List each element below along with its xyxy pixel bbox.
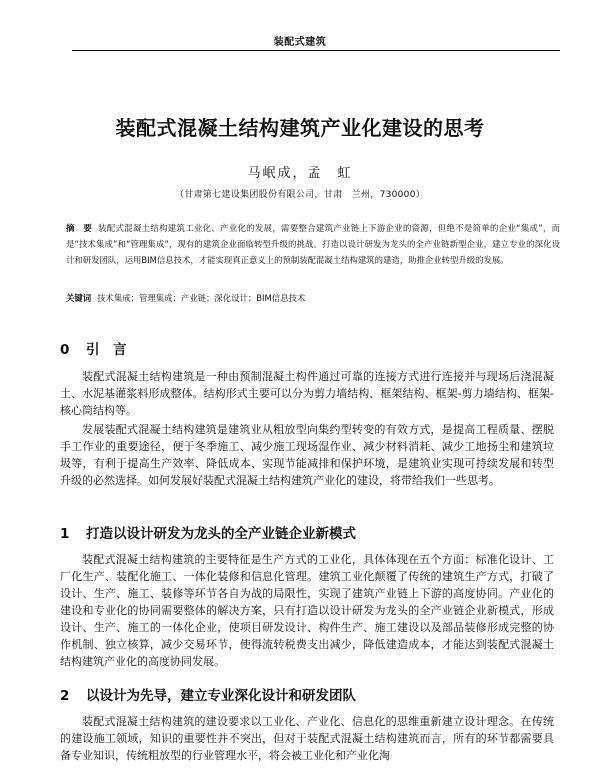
abstract-label: 摘 要 (66, 223, 93, 233)
section-title: 打造以设计研发为龙头的全产业链企业新模式 (86, 526, 356, 542)
keywords-label: 关键词 (66, 293, 92, 303)
paper-authors: 马岷成，孟 虹 (247, 166, 353, 181)
section-number: 1 (60, 526, 70, 542)
body-paragraph: 装配式混凝土结构建筑的主要特征是生产方式的工业化，具体体现在五个方面：标准化设计、工厂化生产、装配化施工、一体化装修和信息化管理。建筑工业化颠覆了传统的建筑生产方式，打破了设计、生产、施工、装修等环节各自为战的局限性，实现了建筑产业链上下游的高度协同。产业化的建设和专业化的协同需要整体的解决方案，只有打造以设计研发为龙头的全产业链企业新模式，形成设计、生产、施工的一体化企业，使项目研发设计、构件生产、施工建设以及部品装修形成完整的协作机制、独立核算，减少交易环节，使得流转税费支出减少，降低建造成本，才能达到装配式混凝土结构建筑产业化的高度协同发展。 (60, 553, 554, 668)
section-number: 2 (60, 688, 70, 704)
section-heading-0 (60, 338, 560, 358)
body-paragraph: 发展装配式混凝土结构建筑是建筑业从粗放型向集约型转变的有效方式，是提高工程质量、摆脱手工作业的重要途径，便于冬季施工、减少施工现场湿作业、减少材料消耗、减少工地扬尘和建筑垃圾等，有利于提高生产效率、降低成本、实现节能减排和保护环境，是建筑业实现可持续发展和转型升级的必然选择。如何发展好装配式混凝土结构建筑产业化的建设，将带给我们一些思考。 (60, 423, 554, 487)
header-rule (72, 50, 560, 51)
keywords-block (66, 290, 560, 306)
section-title: 引 言 (86, 342, 127, 358)
section-heading-1 (60, 522, 560, 542)
running-head: 装配式建筑 (273, 37, 327, 48)
paper-title: 装配式混凝土结构建筑产业化建设的思考 (115, 116, 485, 140)
section-heading-2 (60, 684, 560, 704)
body-paragraph: 装配式混凝土结构建筑的建设要求以工业化、产业化、信息化的思维重新建立设计理念。在传统的建设施工领域，知识的重要性并不突出，但对于装配式混凝土结构建筑而言，所有的环节都需要具备专业知识，传统粗放型的行业管理水平，将会被工业化和产业化淘 (60, 715, 554, 762)
section-title: 以设计为先导，建立专业深化设计和研发团队 (86, 688, 356, 704)
author-affiliation: （甘肃第七建设集团股份有限公司，甘肃 兰州，730000） (174, 190, 426, 200)
keywords-text: 技术集成；管理集成；产业链；深化设计；BIM信息技术 (97, 293, 306, 303)
abstract-block (66, 220, 560, 268)
section-number: 0 (60, 342, 70, 358)
body-paragraph: 装配式混凝土结构建筑是一种由预制混凝土构件通过可靠的连接方式进行连接并与现场后浇混凝土、水泥基灌浆料形成整体。结构形式主要可以分为剪力墙结构、框架结构、框架-剪力墙结构、框架-核心筒结构等。 (60, 370, 554, 417)
abstract-text: 装配式混凝土结构建筑工业化、产业化的发展，需要整合建筑产业链上下游企业的资源，但绝不是简单的企业“集成”，而是“技术集成”和“管理集成”，现有的建筑企业面临转型升级的挑战。打造以设计研发为龙头的全产业链新型企业，建立专业的深化设计和研发团队，运用BIM信息技术，才能实现真正意义上的预制装配混凝土结构建筑的建造，助推企业转型升级的发展。 (66, 223, 561, 265)
